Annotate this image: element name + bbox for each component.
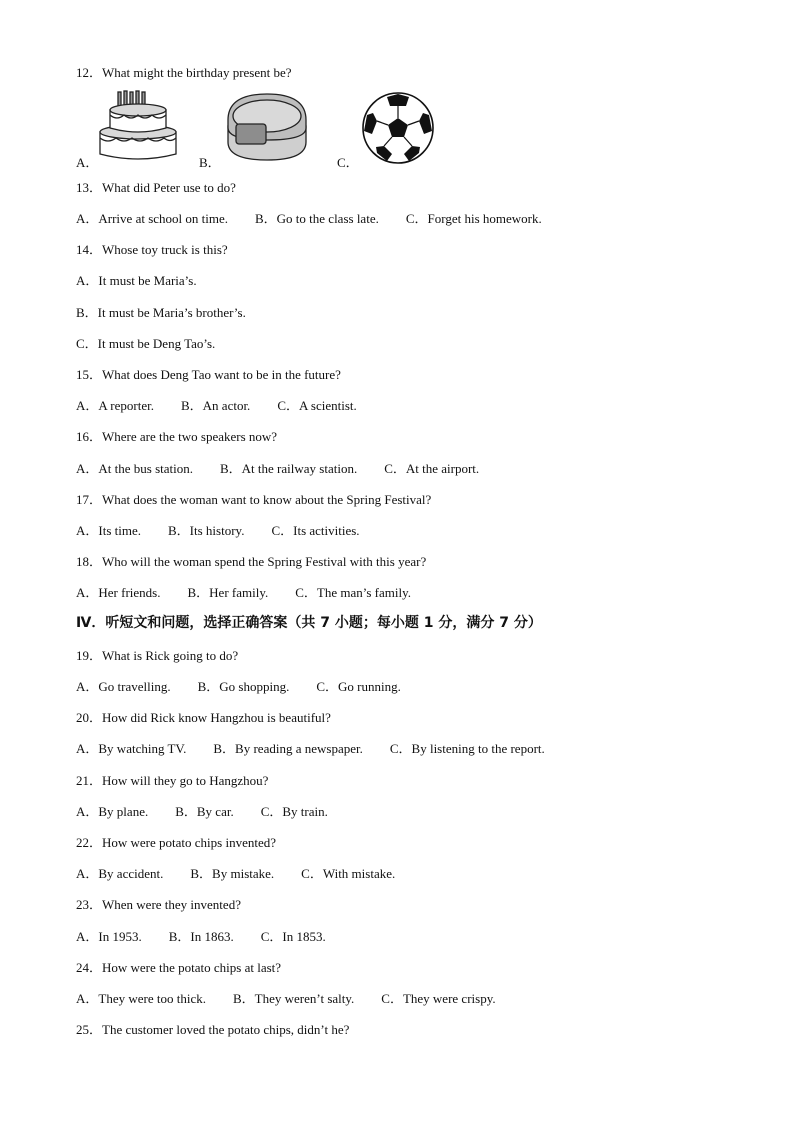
option-b: B．At the railway station.: [220, 461, 358, 476]
soccer-ball-icon: [361, 91, 435, 165]
options-18: [76, 585, 438, 601]
option-a-label: A．: [76, 155, 99, 170]
option-c: C．A scientist.: [277, 398, 357, 413]
option-b-label: B．: [199, 155, 221, 170]
option-b: B．Go shopping.: [197, 679, 290, 694]
option-a: A．By accident.: [76, 866, 164, 881]
options-19: [76, 679, 428, 695]
section-4-heading: Ⅳ．听短文和问题，选择正确答案（共 7 小题；每小题 1 分，满分 7 分）: [76, 615, 542, 631]
birthday-cake-icon: [96, 88, 180, 164]
option-a: A．In 1953.: [76, 929, 142, 944]
options-23: [76, 929, 353, 945]
option-b: B．They weren’t salty.: [232, 991, 355, 1006]
question-13: 13．What did Peter use to do?: [76, 180, 236, 195]
question-17: 17．What does the woman want to know about the Spring Festival?: [76, 492, 432, 507]
option-a: A．By plane.: [76, 804, 149, 819]
question-18: 18．Who will the woman spend the Spring Festival with this year?: [76, 554, 427, 569]
option-a: A．Arrive at school on time.: [76, 211, 228, 226]
options-20: [76, 741, 572, 757]
option-c: C．Forget his homework.: [405, 211, 542, 226]
option-c: C．By listening to the report.: [389, 741, 545, 756]
option-b: B．In 1863.: [168, 929, 234, 944]
question-14: 14．Whose toy truck is this?: [76, 242, 228, 257]
option-b: B．By car.: [175, 804, 234, 819]
question-21: 21．How will they go to Hangzhou?: [76, 773, 269, 788]
option-c: C．With mistake.: [301, 866, 396, 881]
option-c: C．Go running.: [316, 679, 401, 694]
option-b: B．By mistake.: [190, 866, 275, 881]
option-c: C．In 1853.: [260, 929, 326, 944]
option-c: C．At the airport.: [384, 461, 480, 476]
option-b: B．Go to the class late.: [255, 211, 379, 226]
question-23: 23．When were they invented?: [76, 897, 241, 912]
option-c-label: C．: [337, 155, 359, 170]
option-a: A．By watching TV.: [76, 741, 187, 756]
question-19: 19．What is Rick going to do?: [76, 648, 239, 663]
question-22: 22．How were potato chips invented?: [76, 835, 277, 850]
question-12: 12．What might the birthday present be?: [76, 65, 292, 80]
options-24: [76, 991, 523, 1007]
option-c: C．The man’s family.: [295, 585, 412, 600]
options-13: [76, 211, 569, 227]
option-b: B．By reading a newspaper.: [213, 741, 363, 756]
option-a: A．At the bus station.: [76, 461, 193, 476]
option-c: C．Its activities.: [271, 523, 360, 538]
question-20: 20．How did Rick know Hangzhou is beautiful?: [76, 710, 331, 725]
options-21: [76, 804, 355, 820]
lunch-box-icon: [222, 90, 312, 164]
option-a: A．It must be Maria’s.: [76, 273, 197, 288]
options-15: [76, 398, 384, 414]
option-c: C．By train.: [260, 804, 328, 819]
options-16: [76, 461, 506, 477]
question-16: 16．Where are the two speakers now?: [76, 429, 278, 444]
option-b: B．An actor.: [180, 398, 251, 413]
question-25: 25．The customer loved the potato chips, didn’t he?: [76, 1022, 350, 1037]
option-b: B．Her family.: [187, 585, 269, 600]
option-a: A．Go travelling.: [76, 679, 171, 694]
options-22: [76, 866, 422, 882]
option-a: A．They were too thick.: [76, 991, 206, 1006]
option-b: B．Its history.: [168, 523, 245, 538]
option-b: B．It must be Maria’s brother’s.: [76, 305, 246, 320]
option-c: C．They were crispy.: [381, 991, 496, 1006]
question-15: 15．What does Deng Tao want to be in the future?: [76, 367, 341, 382]
question-24: 24．How were the potato chips at last?: [76, 960, 282, 975]
option-a: A．Her friends.: [76, 585, 161, 600]
option-a: A．A reporter.: [76, 398, 154, 413]
option-c: C．It must be Deng Tao’s.: [76, 336, 216, 351]
options-17: [76, 523, 387, 539]
option-a: A．Its time.: [76, 523, 141, 538]
